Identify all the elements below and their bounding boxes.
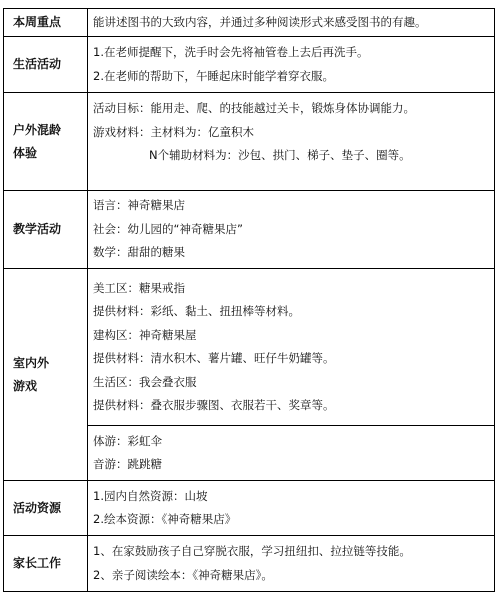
outdoor-header-line-1: 户外混龄	[13, 122, 62, 137]
row-outdoor	[4, 93, 495, 191]
row-parents	[4, 536, 495, 592]
weekly-focus-line: 能讲述图书的大致内容，并通过多种阅读形式来感受图书的有趣。	[93, 14, 427, 29]
teaching-social-line: 社会：幼儿园的“神奇糖果店”	[93, 221, 243, 236]
weekly-focus-text	[88, 9, 495, 37]
teaching-math-line: 数学：甜甜的糖果	[93, 245, 185, 260]
row-games-indoor	[4, 269, 495, 426]
teaching-language-line: 语言：神奇糖果店	[93, 198, 185, 213]
row-resources	[4, 481, 495, 536]
daily-life-line-1: 1.在老师提醒下，洗手时会先将袖管卷上去后再洗手。	[93, 45, 369, 59]
teaching-content	[88, 191, 495, 269]
parents-line-1: 1、在家鼓励孩子自己穿脱衣服，学习扭纽扣、拉拉链等技能。	[93, 544, 411, 558]
resources-header: 活动资源	[4, 481, 88, 536]
weekly-plan-table	[3, 8, 495, 592]
row-daily-life	[4, 37, 495, 93]
daily-life-line-2: 2.在老师的帮助下，午睡起床时能学着穿衣服。	[93, 68, 334, 83]
games-header-line-1: 室内外	[13, 355, 50, 370]
outdoor-header	[4, 93, 88, 191]
resources-line-1: 1.园内自然资源：山坡	[93, 488, 208, 503]
outdoor-content	[88, 93, 495, 191]
resources-content	[88, 481, 495, 536]
art-materials-line: 提供材料：彩纸、黏土、扭扭棒等材料。	[93, 304, 300, 318]
parents-content	[88, 536, 495, 592]
life-materials-line: 提供材料：叠衣服步骤图、衣服若干、奖章等。	[93, 398, 335, 412]
games-header-line-2: 游戏	[13, 378, 38, 393]
parents-line-2: 2、亲子阅读绘本：《神奇糖果店》。	[93, 567, 273, 582]
build-area-line: 建构区：神奇糖果屋	[93, 327, 197, 342]
music-game-line: 音游：跳跳糖	[93, 457, 162, 471]
row-weekly-focus	[4, 9, 495, 37]
teaching-header: 教学活动	[4, 191, 88, 269]
indoor-games-content	[88, 269, 495, 426]
resources-line-2: 2.绘本资源：《神奇糖果店》	[93, 512, 237, 526]
outdoor-games-content	[88, 426, 495, 481]
daily-life-header: 生活活动	[4, 37, 88, 93]
daily-life-content	[88, 37, 495, 93]
row-teaching	[4, 191, 495, 269]
outdoor-header-line-2: 体验	[13, 145, 38, 160]
outdoor-goal-line: 活动目标：能用走、爬、的技能越过关卡，锻炼身体协调能力。	[93, 101, 415, 115]
life-area-line: 生活区：我会叠衣服	[93, 374, 197, 389]
outdoor-aux-material-line: N个辅助材料为：沙包、拱门、梯子、垫子、圈等。	[149, 148, 411, 162]
pe-game-line: 体游：彩虹伞	[93, 433, 162, 448]
parents-header: 家长工作	[4, 536, 88, 592]
outdoor-material-line: 游戏材料：主材料为：亿童积木	[93, 124, 254, 139]
weekly-focus-header: 本周重点	[4, 9, 88, 37]
art-area-line: 美工区：糖果戒指	[93, 280, 185, 295]
games-header	[4, 269, 88, 481]
build-materials-line: 提供材料：清水积木、薯片罐、旺仔牛奶罐等。	[93, 351, 335, 365]
